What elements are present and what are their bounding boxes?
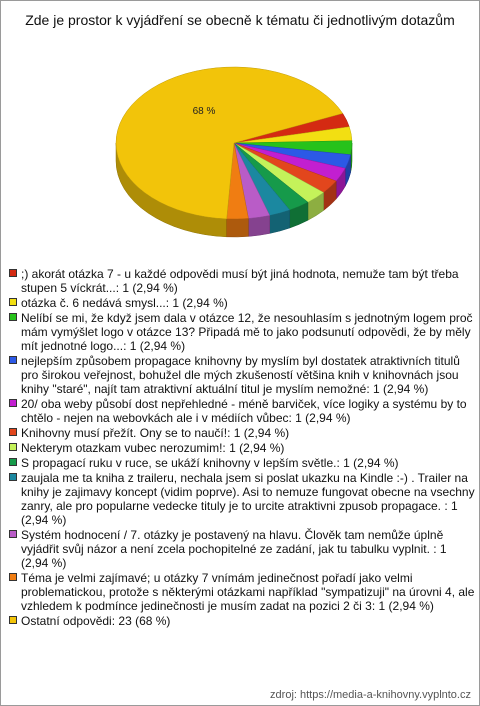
legend-item-7 (9, 441, 475, 455)
legend-label: Knihovny musí přežít. Ony se to naučí!: 1 (2,94 %) (21, 426, 290, 440)
legend-item-1 (9, 267, 475, 295)
legend-swatch (9, 356, 17, 364)
legend-label: zaujala me ta kniha z traileru, nechala jsem si poslat ukazku na Kindle :-) . Trailer na knihy je zajimavy koncept (vidim poprve). Asi to nemuze fungovat obecne na vsechny zanry, ale pro popularne vedecke tituly je to urcite atraktivni zpusob propagace. : 1 (2,94 %) (21, 471, 475, 527)
legend-label: nejlepším způsobem propagace knihovny by myslím byl dostatek atraktivních titulů pro širokou veřejnost, bohužel dle mých zkušeností většina knih v knihovnách jsou knihy "staré", najít tam atraktivní aktuální titul je myslím nemožné: 1 (2,94 %) (21, 354, 460, 396)
legend-label: Nekterym otazkam vubec nerozumim!: 1 (2,94 %) (21, 441, 285, 455)
pie-slice-side-11 (227, 218, 249, 237)
legend-item-11 (9, 571, 475, 613)
legend-label: S propagací ruku v ruce, se ukáží knihovny v lepším světle.: 1 (2,94 %) (21, 456, 399, 470)
legend-swatch (9, 313, 17, 321)
legend-label: Téma je velmi zajímavé; u otázky 7 vnímám jedinečnost pořadí jako velmi problematickou, protože s některými otázkami například "sympatizuji" na úrovni 4, ale vzhledem k podmínce jedinečnosti je musím zadat na pozici 2 či 3: 1 (2,94 %) (21, 571, 475, 613)
chart-title: Zde je prostor k vyjádření se obecně k tématu či jednotlivým dotazům (25, 12, 455, 28)
legend-label: Systém hodnocení / 7. otázky je postavený na hlavu. Člověk tam nemůže úplně vyjádřit svůj názor a není zcela pochopitelné ze zadání, jak tu tabulku vyplnit. : 1 (2,94 %) (21, 528, 447, 570)
pie-data-label: 68 % (192, 106, 216, 117)
legend-swatch (9, 473, 17, 481)
legend-item-10 (9, 528, 475, 570)
legend-label: otázka č. 6 nedává smysl...: 1 (2,94 %) (21, 296, 228, 310)
legend-swatch (9, 269, 17, 277)
legend-item-4 (9, 354, 475, 396)
legend-label: ;) akorát otázka 7 - u každé odpovědi musí být jiná hodnota, nemuže tam být třeba stupen 5 víckrát...: 1 (2,94 %) (21, 267, 459, 295)
chart-legend (9, 267, 475, 629)
legend-swatch (9, 428, 17, 436)
legend-item-5 (9, 397, 475, 425)
legend-swatch (9, 399, 17, 407)
legend-item-8 (9, 456, 475, 470)
legend-item-9 (9, 471, 475, 527)
legend-item-2 (9, 296, 475, 310)
legend-item-3 (9, 311, 475, 353)
source-note: zdroj: https://media-a-knihovny.vyplnto.cz (270, 689, 471, 701)
legend-swatch (9, 443, 17, 451)
legend-label: 20/ oba weby působí dost nepřehledné - méně barviček, více logiky a systému by to chtělo - nejen na webovkách ale i v médiích vůbec: 1 (2,94 %) (21, 397, 467, 425)
pie-chart (1, 1, 479, 263)
legend-swatch (9, 298, 17, 306)
legend-swatch (9, 616, 17, 624)
legend-label: Nelíbí se mi, že když jsem dala v otázce 12, že nesouhlasím s jednotným logem proč mám vymýšlet logo v otázce 13? Připadá mě to jako podsunutí odpovědi, že by měly mít jednotné logo...: 1 (2,94 %) (21, 311, 473, 353)
pie-slice-side-10 (248, 215, 269, 236)
legend-item-6 (9, 426, 475, 440)
legend-swatch (9, 530, 17, 538)
legend-swatch (9, 458, 17, 466)
legend-swatch (9, 573, 17, 581)
legend-label: Ostatní odpovědi: 23 (68 %) (21, 614, 171, 628)
legend-item-12 (9, 614, 475, 628)
